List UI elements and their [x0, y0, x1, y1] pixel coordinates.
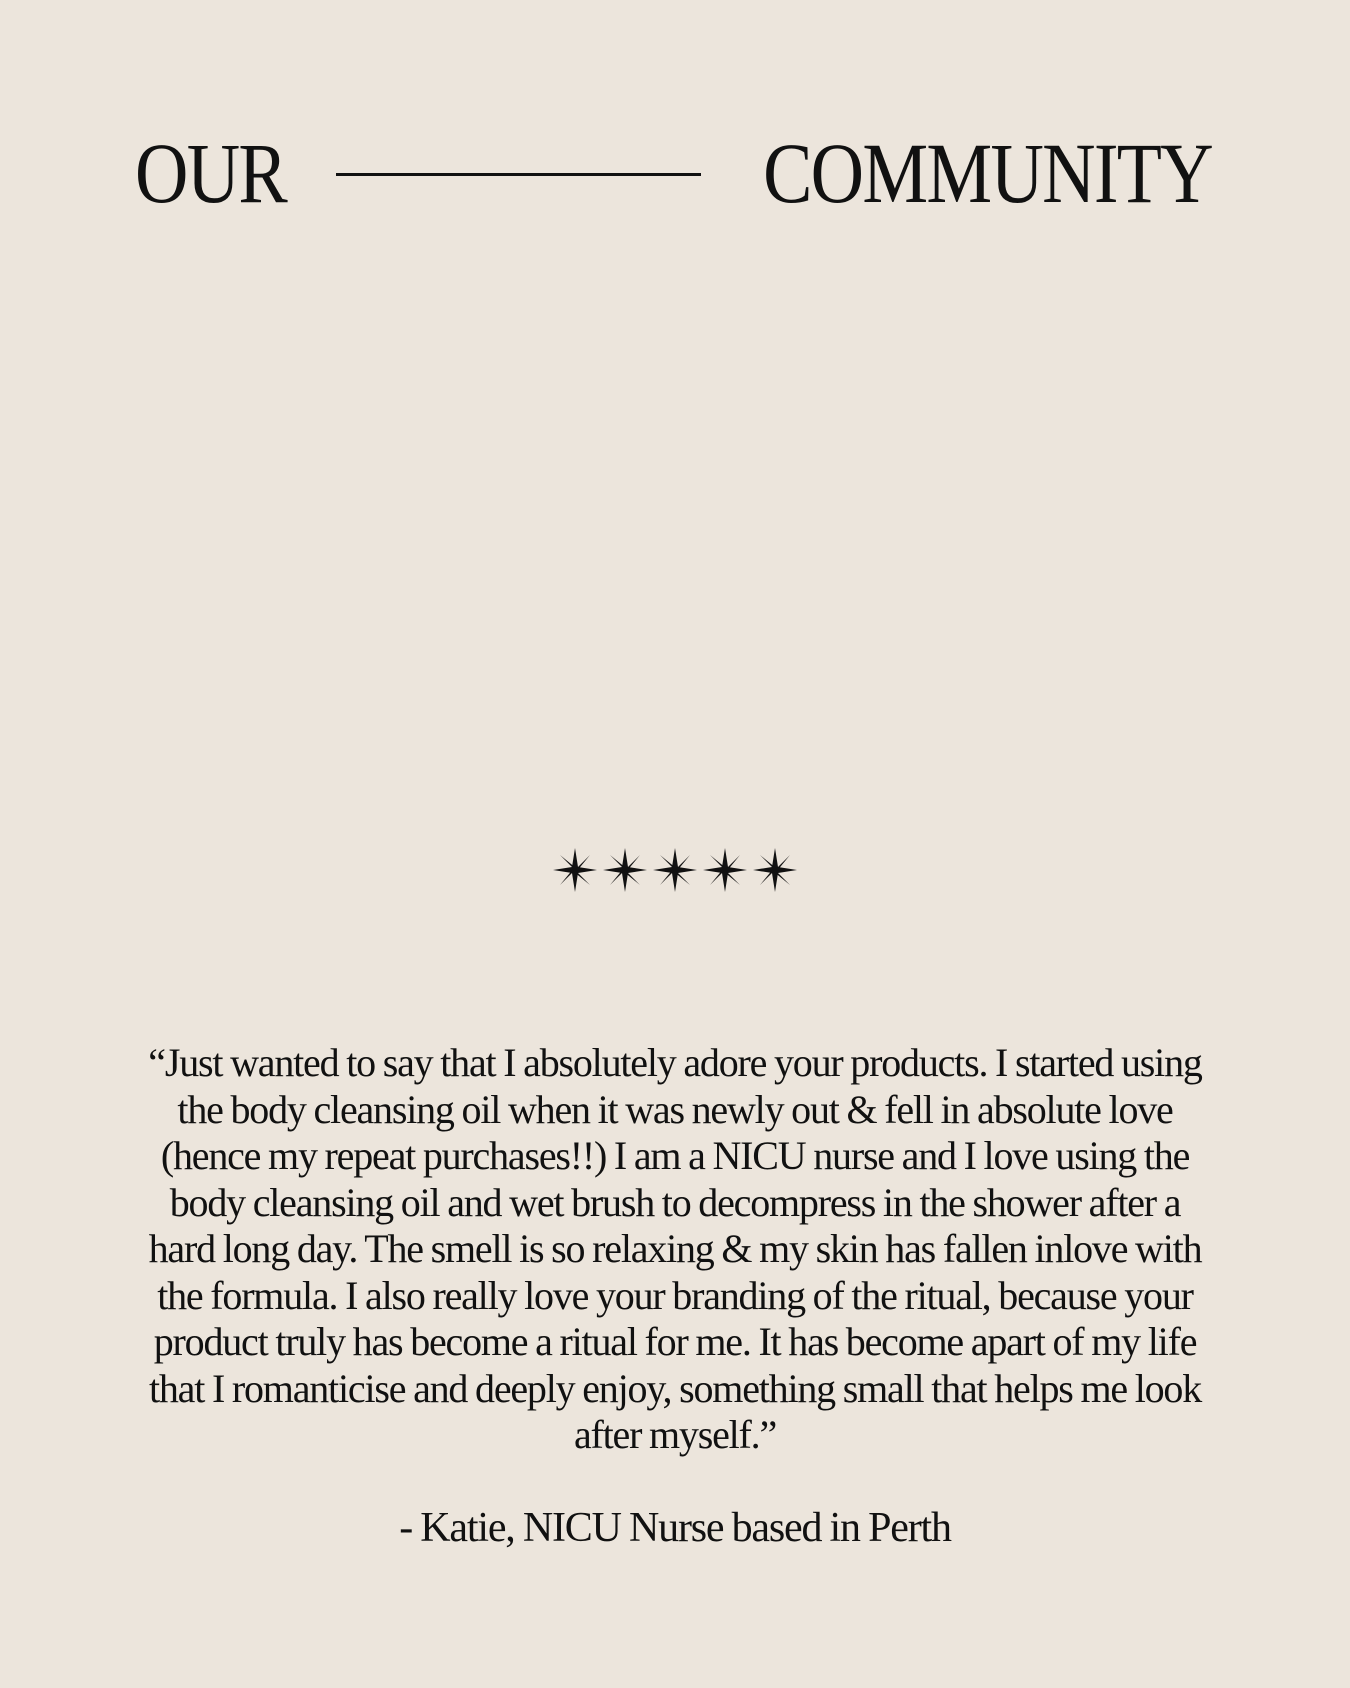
star-icon [751, 846, 799, 894]
star-icon [701, 846, 749, 894]
star-icon [601, 846, 649, 894]
testimonial-attribution: - Katie, NICU Nurse based in Perth [399, 1505, 951, 1551]
star-icon [651, 846, 699, 894]
star-icon [551, 846, 599, 894]
section-header [0, 118, 1350, 228]
header-divider-line [336, 173, 701, 176]
header-left-word: OUR [135, 125, 286, 221]
star-rating [0, 840, 1350, 900]
header-right-word: COMMUNITY [763, 125, 1212, 221]
testimonial-quote: “Just wanted to say that I absolutely adore your products. I started using the body cleansing oil when it was newly out & fell in absolute love (hence my repeat purchases!!) I am a NICU nurse and I love using the body cleansing oil and wet brush to decompress in the shower after a hard long day. The smell is so relaxing & my skin has fallen inlove with the formula. I also really love your branding of the ritual, because your product truly has become a ritual for me. It has become apart of my life that I romanticise and deeply enjoy, something small that helps me look after myself.” [148, 1040, 1202, 1457]
